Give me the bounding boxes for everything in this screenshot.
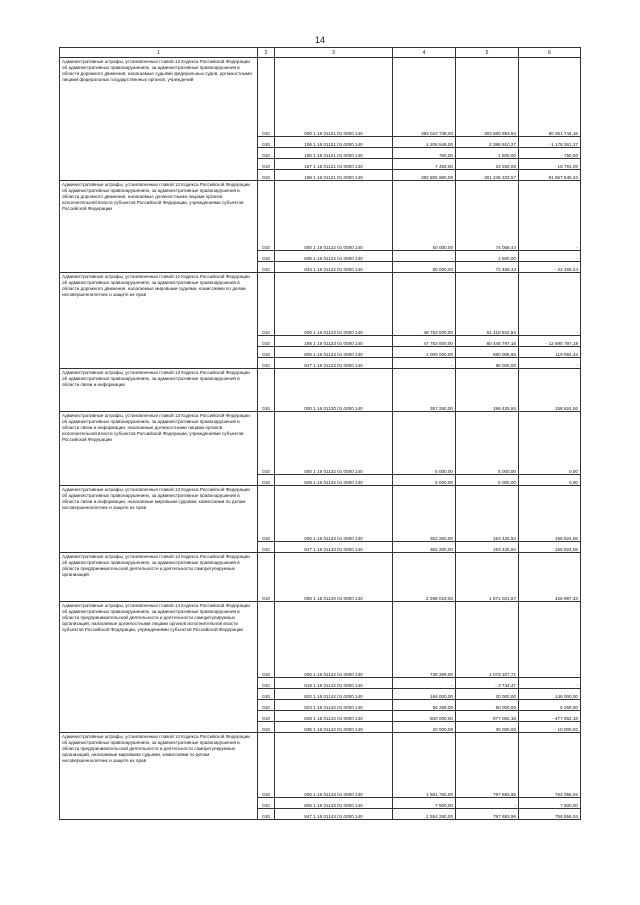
executed-amount-cell: 2 386 910,27 xyxy=(456,137,519,148)
fine-category-description: Административные штрафы, установленные главой 12 Кодекса Российской Федерации об административных правонарушениях, за административные правонарушения в области дорожного движения, налагаемые мировыми судьями, комиссиями по делам несовершеннолетних и защите их прав xyxy=(60,273,258,369)
unexecuted-amount-cell: 158 824,06 xyxy=(519,542,581,553)
executed-amount-cell: 61 418 502,84 xyxy=(456,273,519,336)
unexecuted-amount-cell: - xyxy=(519,181,581,251)
unexecuted-amount-cell: - xyxy=(519,358,581,369)
line-code-cell: 010 xyxy=(258,181,275,251)
column-number-6: 6 xyxy=(519,48,581,58)
line-code-cell: 010 xyxy=(258,369,275,412)
line-code-cell: 010 xyxy=(258,273,275,336)
column-number-3: 3 xyxy=(275,48,393,58)
budget-classification-code-cell: 805 1 16 01143 01 0000 140 xyxy=(275,798,393,809)
budget-classification-code-cell: 188 1 16 01123 01 0000 140 xyxy=(275,336,393,347)
approved-amount-cell: 500 000,00 xyxy=(393,711,456,722)
executed-amount-cell: 1 500,00 xyxy=(456,148,519,159)
unexecuted-amount-cell: 158 824,06 xyxy=(519,486,581,542)
line-code-cell: 010 xyxy=(258,798,275,809)
line-code-cell: 010 xyxy=(258,722,275,733)
unexecuted-amount-cell: - 750,00 xyxy=(519,148,581,159)
approved-amount-cell: 352 250,00 xyxy=(393,486,456,542)
table-row xyxy=(60,412,581,475)
column-number-row xyxy=(60,48,581,58)
approved-amount-cell: 5 000,00 xyxy=(393,475,456,486)
executed-amount-cell: 5 000,00 xyxy=(456,475,519,486)
executed-amount-cell: 60 448 797,18 xyxy=(456,336,519,347)
executed-amount-cell: 20 000,00 xyxy=(456,689,519,700)
unexecuted-amount-cell: 426 997,33 xyxy=(519,553,581,602)
line-code-cell: 010 xyxy=(258,678,275,689)
line-code-cell: 010 xyxy=(258,412,275,475)
unexecuted-amount-cell: 146 000,00 xyxy=(519,689,581,700)
line-code-cell: 010 xyxy=(258,553,275,602)
unexecuted-amount-cell: - xyxy=(519,273,581,336)
budget-classification-code-cell: 829 1 16 01142 01 0000 140 xyxy=(275,711,393,722)
executed-amount-cell: 24 250,00 xyxy=(456,159,519,170)
approved-amount-cell: 738 269,00 xyxy=(393,602,456,678)
unexecuted-amount-cell: 81 557 646,43 xyxy=(519,170,581,181)
budget-classification-code-cell: 000 1 16 01142 01 0000 140 xyxy=(275,602,393,678)
unexecuted-amount-cell: - xyxy=(519,602,581,678)
fine-category-description: Административные штрафы, установленные главой 13 Кодекса Российской Федерации об административных правонарушениях, за административные правонарушения в области связи и информации, налагаемые должностными лицами органов исполнительной власти субъектов Российской Федерации, учреждениями субъектов Российской Федерации xyxy=(60,412,258,486)
column-number-1: 1 xyxy=(60,48,258,58)
fine-category-description: Административные штрафы, установленные главой 13 Кодекса Российской Федерации об административных правонарушениях, за административные правонарушения в области связи и информации xyxy=(60,369,258,412)
budget-classification-code-cell: 000 1 16 01132 01 0000 140 xyxy=(275,412,393,475)
approved-amount-cell: 5 000,00 xyxy=(393,412,456,475)
budget-classification-code-cell: 829 1 16 01132 01 0000 140 xyxy=(275,475,393,486)
executed-amount-cell: 301 248 333,57 xyxy=(456,170,519,181)
budget-classification-code-cell: 000 1 16 01121 01 0000 140 xyxy=(275,58,393,137)
unexecuted-amount-cell: 0,00 xyxy=(519,412,581,475)
line-code-cell: 010 xyxy=(258,251,275,262)
table-row xyxy=(60,733,581,798)
report-body xyxy=(60,48,581,820)
fine-category-description: Административные штрафы, установленные главой 12 Кодекса Российской Федерации об административных правонарушениях, за административные правонарушения в области дорожного движения, налагаемые должностными лицами органов исполнительной власти субъектов Российской Федерации, учреждениями субъектов Российской Федерации xyxy=(60,181,258,273)
budget-classification-code-cell: 805 1 16 01123 01 0000 140 xyxy=(275,347,393,358)
unexecuted-amount-cell: - xyxy=(519,678,581,689)
unexecuted-amount-cell: 764 056,04 xyxy=(519,733,581,798)
approved-amount-cell: 1 000 000,00 xyxy=(393,347,456,358)
budget-classification-code-cell: 000 1 16 01143 01 0000 140 xyxy=(275,733,393,798)
approved-amount-cell: 382 805 980,00 xyxy=(393,170,456,181)
approved-amount-cell: 48 753 000,00 xyxy=(393,273,456,336)
executed-amount-cell: - 3 734,47 xyxy=(456,678,519,689)
line-code-cell: 010 xyxy=(258,148,275,159)
executed-amount-cell: 72 458,44 xyxy=(456,262,519,273)
budget-classification-code-cell: 823 1 16 01142 01 0000 140 xyxy=(275,700,393,711)
line-code-cell: 010 xyxy=(258,602,275,678)
budget-classification-code-cell: 847 1 16 01133 01 0000 140 xyxy=(275,542,393,553)
approved-amount-cell: 1 208 549,00 xyxy=(393,137,456,148)
column-number-5: 5 xyxy=(456,48,519,58)
column-number-4: 4 xyxy=(393,48,456,58)
line-code-cell: 010 xyxy=(258,700,275,711)
approved-amount-cell: - xyxy=(393,251,456,262)
budget-classification-code-cell: 187 1 16 01121 01 0000 140 xyxy=(275,159,393,170)
approved-amount-cell: 20 000,00 xyxy=(393,722,456,733)
line-code-cell: 010 xyxy=(258,475,275,486)
column-number-2: 2 xyxy=(258,48,275,58)
line-code-cell: 010 xyxy=(258,336,275,347)
unexecuted-amount-cell: - 22 458,44 xyxy=(519,262,581,273)
approved-amount-cell: 750,00 xyxy=(393,148,456,159)
unexecuted-amount-cell: - 1 178 361,27 xyxy=(519,137,581,148)
executed-amount-cell: 50 000,00 xyxy=(456,700,519,711)
approved-amount-cell: 2 298 019,00 xyxy=(393,553,456,602)
line-code-cell: 010 xyxy=(258,809,275,820)
unexecuted-amount-cell: - 477 062,18 xyxy=(519,711,581,722)
budget-classification-code-cell: 000 1 16 01133 01 0000 140 xyxy=(275,486,393,542)
budget-classification-code-cell: 188 1 16 01121 01 0000 140 xyxy=(275,170,393,181)
executed-amount-cell: 797 693,96 xyxy=(456,733,519,798)
budget-report-table xyxy=(59,47,581,820)
executed-amount-cell: 193 425,94 xyxy=(456,486,519,542)
line-code-cell: 010 xyxy=(258,486,275,542)
budget-classification-code-cell: 000 1 16 01140 01 0000 140 xyxy=(275,553,393,602)
executed-amount-cell: 1 871 021,67 xyxy=(456,553,519,602)
line-code-cell: 010 xyxy=(258,689,275,700)
unexecuted-amount-cell: 0,00 xyxy=(519,475,581,486)
approved-amount-cell: 47 753 000,00 xyxy=(393,336,456,347)
unexecuted-amount-cell: 158 824,06 xyxy=(519,369,581,412)
table-row xyxy=(60,369,581,412)
budget-classification-code-cell: 000 1 16 01130 01 0000 140 xyxy=(275,369,393,412)
fine-category-description: Административные штрафы, установленные главой 14 Кодекса Российской Федерации об административных правонарушениях, за административные правонарушения в области предпринимательской деятельности и деятельности саморегулируемых организаций, налагаемые должностными лицами органов исполнительной власти субъектов Российской Федерации, учреждениями субъектов Российской Федерации xyxy=(60,602,258,733)
table-row xyxy=(60,486,581,542)
approved-amount-cell: - xyxy=(393,678,456,689)
executed-amount-cell: 797 693,96 xyxy=(456,809,519,820)
unexecuted-amount-cell: 119 994,34 xyxy=(519,347,581,358)
table-row xyxy=(60,58,581,137)
approved-amount-cell: 50 000,00 xyxy=(393,262,456,273)
budget-classification-code-cell: 000 1 16 01123 01 0000 140 xyxy=(275,273,393,336)
executed-amount-cell: 5 000,00 xyxy=(456,412,519,475)
budget-classification-code-cell: 835 1 16 01142 01 0000 140 xyxy=(275,722,393,733)
budget-classification-code-cell: 822 1 16 01142 01 0000 140 xyxy=(275,689,393,700)
fine-category-description: Административные штрафы, установленные главой 14 Кодекса Российской Федерации об административных правонарушениях, за административные правонарушения в области предпринимательской деятельности и деятельности саморегулируемых организаций xyxy=(60,553,258,602)
budget-classification-code-cell: 106 1 16 01121 01 0000 140 xyxy=(275,137,393,148)
approved-amount-cell: - xyxy=(393,358,456,369)
fine-category-description: Административные штрафы, установленные главой 14 Кодекса Российской Федерации об административных правонарушениях, за административные правонарушения в области предпринимательской деятельности и деятельности саморегулируемых организаций, налагаемые мировыми судьями, комиссиями по делам несовершеннолетних и защите их прав xyxy=(60,733,258,820)
page-number: 14 xyxy=(314,35,325,45)
approved-amount-cell: 357 250,00 xyxy=(393,369,456,412)
executed-amount-cell: 193 425,94 xyxy=(456,542,519,553)
line-code-cell: 010 xyxy=(258,170,275,181)
executed-amount-cell: 1 600,00 xyxy=(456,251,519,262)
unexecuted-amount-cell: - 16 791,00 xyxy=(519,159,581,170)
line-code-cell: 010 xyxy=(258,262,275,273)
fine-category-description: Административные штрафы, установленные главой 13 Кодекса Российской Федерации об административных правонарушениях, за административные правонарушения в области связи и информации, налагаемые мировыми судьями, комиссиями по делам несовершеннолетних и защите их прав xyxy=(60,486,258,553)
fine-category-description: Административные штрафы, установленные главой 12 Кодекса Российской Федерации об административных правонарушениях, за административные правонарушения в области дорожного движения, налагаемые судьями федеральных судов, должностными лицами федеральных государственных органов, учреждений xyxy=(60,58,258,181)
executed-amount-cell: 880 005,66 xyxy=(456,347,519,358)
budget-classification-code-cell: 000 1 16 01122 01 0000 140 xyxy=(275,181,393,251)
approved-amount-cell: 1 554 250,00 xyxy=(393,809,456,820)
approved-amount-cell: 7 500,00 xyxy=(393,798,456,809)
executed-amount-cell: 1 073 327,71 xyxy=(456,602,519,678)
line-code-cell: 010 xyxy=(258,58,275,137)
line-code-cell: 010 xyxy=(258,711,275,722)
table-row xyxy=(60,181,581,251)
line-code-cell: 010 xyxy=(258,347,275,358)
unexecuted-amount-cell: - xyxy=(519,251,581,262)
table-row xyxy=(60,273,581,336)
approved-amount-cell: 352 250,00 xyxy=(393,542,456,553)
budget-classification-code-cell: 844 1 16 01122 01 0000 140 xyxy=(275,262,393,273)
executed-amount-cell: 977 062,18 xyxy=(456,711,519,722)
unexecuted-amount-cell: 756 556,04 xyxy=(519,809,581,820)
executed-amount-cell: 198 425,94 xyxy=(456,369,519,412)
line-code-cell: 010 xyxy=(258,159,275,170)
executed-amount-cell: - xyxy=(456,798,519,809)
approved-amount-cell: 384 022 738,00 xyxy=(393,58,456,137)
unexecuted-amount-cell: - 12 695 797,18 xyxy=(519,336,581,347)
table-row xyxy=(60,602,581,678)
unexecuted-amount-cell: 6 269,00 xyxy=(519,700,581,711)
budget-classification-code-cell: 847 1 16 01123 01 0000 140 xyxy=(275,358,393,369)
executed-amount-cell: 74 058,44 xyxy=(456,181,519,251)
line-code-cell: 010 xyxy=(258,733,275,798)
approved-amount-cell: 7 459,00 xyxy=(393,159,456,170)
approved-amount-cell: 50 000,00 xyxy=(393,181,456,251)
executed-amount-cell: 88 000,00 xyxy=(456,358,519,369)
budget-classification-code-cell: 180 1 16 01121 01 0000 140 xyxy=(275,148,393,159)
line-code-cell: 010 xyxy=(258,358,275,369)
line-code-cell: 010 xyxy=(258,542,275,553)
unexecuted-amount-cell: - 10 000,00 xyxy=(519,722,581,733)
executed-amount-cell: 303 660 993,84 xyxy=(456,58,519,137)
unexecuted-amount-cell: 80 361 744,16 xyxy=(519,58,581,137)
approved-amount-cell: 166 000,00 xyxy=(393,689,456,700)
executed-amount-cell: 30 000,00 xyxy=(456,722,519,733)
budget-classification-code-cell: 847 1 16 01143 01 0000 140 xyxy=(275,809,393,820)
approved-amount-cell: 56 269,00 xyxy=(393,700,456,711)
unexecuted-amount-cell: 7 500,00 xyxy=(519,798,581,809)
budget-classification-code-cell: 835 1 16 01122 01 0000 140 xyxy=(275,251,393,262)
approved-amount-cell: 1 561 750,00 xyxy=(393,733,456,798)
line-code-cell: 010 xyxy=(258,137,275,148)
table-row xyxy=(60,553,581,602)
budget-classification-code-cell: 819 1 16 01142 01 0000 140 xyxy=(275,678,393,689)
